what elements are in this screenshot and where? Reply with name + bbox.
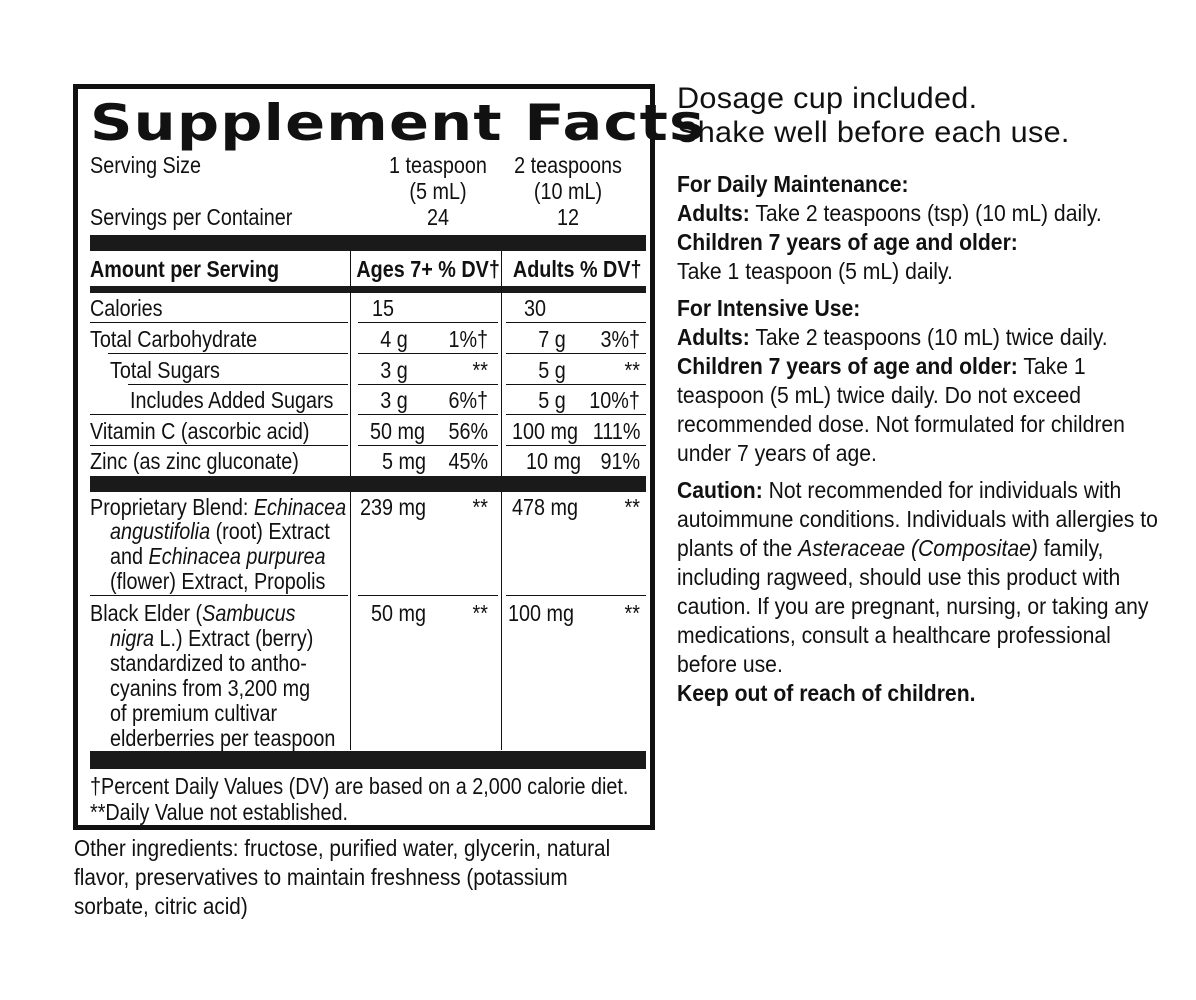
row-rule — [506, 414, 646, 415]
supplement-facts-panel — [73, 84, 706, 830]
blend-line-3 — [110, 543, 326, 569]
intensive-adults-label: Adults: — [677, 324, 750, 350]
row-rule — [90, 414, 348, 415]
col1-header: Ages 7+ % DV† — [356, 256, 500, 282]
col2-header: Adults % DV† — [513, 256, 642, 282]
row-rule — [108, 353, 348, 354]
maintenance-adults-text: Take 2 teaspoons (tsp) (10 mL) daily. — [749, 200, 1102, 226]
maintenance-children-text: Take 1 teaspoon (5 mL) daily. — [677, 258, 953, 284]
row-rule — [358, 595, 498, 596]
caution-text-2: family, including ragweed, should use this product with caution. If you are pregnant, nursing, or taking any medications, consult a healthcare professional before use. — [677, 535, 1149, 677]
row-rule — [90, 322, 348, 323]
thick-divider — [90, 751, 646, 769]
col2-amount: 5 g — [538, 387, 566, 413]
nutrient-label: Zinc (as zinc gluconate) — [90, 448, 299, 474]
blend-species: Echinacea — [253, 494, 347, 520]
nutrient-label: Includes Added Sugars — [130, 387, 334, 413]
col1-dv: ** — [472, 494, 488, 520]
col1-amount: 3 g — [380, 357, 408, 383]
blend-line-4: (flower) Extract, Propolis — [110, 568, 326, 594]
col2-dv: 91% — [600, 448, 640, 474]
blend-species: Echinacea purpurea — [148, 543, 326, 569]
maintenance-adults-label: Adults: — [677, 200, 750, 226]
blend-text: (root) Extract — [210, 518, 330, 544]
blend-text: Proprietary Blend: — [90, 494, 254, 520]
caution-family: Asteraceae (Compositae) — [798, 535, 1038, 561]
dosage-cup-note: Dosage cup included. — [677, 82, 978, 115]
row-rule — [506, 445, 646, 446]
other-ingredients: Other ingredients: fructose, purified water, glycerin, natural flavor, preservatives to maintain freshness (potassium sorbate, citric acid) — [74, 835, 611, 919]
nutrient-label: Total Sugars — [110, 357, 220, 383]
intensive-adults-text: Take 2 teaspoons (10 mL) twice daily. — [749, 324, 1108, 350]
nutrient-label: Vitamin C (ascorbic acid) — [90, 418, 310, 444]
row-rule — [90, 595, 348, 596]
col1-amount: 15 — [372, 295, 395, 321]
maintenance-children-label: Children 7 years of age and older: — [677, 229, 1018, 255]
col2-amount: 30 — [524, 295, 547, 321]
col2-amount: 7 g — [538, 326, 566, 352]
elder-line-5: of premium cultivar — [110, 700, 278, 726]
col1-servings: 24 — [426, 204, 450, 230]
col2-dv: ** — [624, 357, 640, 383]
intensive-block — [677, 294, 1163, 468]
row-rule — [358, 384, 498, 385]
blend-line-2 — [110, 518, 330, 544]
col2-servings: 12 — [556, 204, 580, 230]
col1-amount: 239 mg — [360, 494, 426, 520]
footnote-dv: †Percent Daily Values (DV) are based on a 2,000 calorie diet. — [90, 773, 629, 799]
col1-amount: 50 mg — [370, 418, 425, 444]
row-rule — [506, 595, 646, 596]
col2-amount: 100 mg — [512, 418, 578, 444]
thick-divider — [90, 476, 646, 492]
col1-dv: 1%† — [448, 326, 488, 352]
col1-dv: 6%† — [448, 387, 488, 413]
intensive-heading: For Intensive Use: — [677, 295, 861, 321]
servings-per-container-label: Servings per Container — [90, 204, 293, 230]
col2-dv: ** — [624, 600, 640, 626]
thick-divider — [90, 235, 646, 251]
col1-amount: 5 mg — [382, 448, 426, 474]
row-rule — [90, 445, 348, 446]
row-rule — [506, 353, 646, 354]
col1-amount: 50 mg — [371, 600, 426, 626]
col1-dv: ** — [472, 357, 488, 383]
caution-label: Caution: — [677, 477, 763, 503]
maintenance-block — [677, 170, 1163, 286]
blend-line-1 — [90, 494, 346, 520]
intensive-children-label: Children 7 years of age and older: — [677, 353, 1018, 379]
col2-serving-line2: (10 mL) — [533, 178, 603, 204]
row-rule — [506, 322, 646, 323]
row-rule — [358, 445, 498, 446]
col1-serving-line1: 1 teaspoon — [389, 152, 487, 178]
intensive-children-text: Take 1 teaspoon (5 mL) twice daily. Do not exceed recommended dose. Not formulated for children under 7 years of age. — [677, 353, 1125, 466]
col1-amount: 4 g — [380, 326, 408, 352]
row-rule — [358, 414, 498, 415]
col1-amount: 3 g — [380, 387, 408, 413]
elder-species: nigra — [110, 625, 154, 651]
col2-dv: ** — [624, 494, 640, 520]
row-rule — [506, 384, 646, 385]
footnote-not-established: **Daily Value not established. — [90, 799, 349, 825]
medium-divider — [90, 286, 646, 293]
col1-dv: 45% — [448, 448, 488, 474]
row-rule — [358, 322, 498, 323]
col2-amount: 100 mg — [508, 600, 574, 626]
row-rule — [358, 353, 498, 354]
caution-text: Not recommended for individuals with autoimmune conditions. Individuals with allergies to plants of the — [677, 477, 1158, 561]
col1-dv: 56% — [448, 418, 488, 444]
col2-serving-line1: 2 teaspoons — [514, 152, 622, 178]
col2-amount: 478 mg — [512, 494, 578, 520]
elder-line-6: elderberries per teaspoon — [110, 725, 336, 751]
elder-species: Sambucus — [202, 600, 296, 626]
col2-amount: 5 g — [538, 357, 566, 383]
amount-per-serving-header: Amount per Serving — [90, 256, 280, 282]
col2-dv: 10%† — [589, 387, 640, 413]
row-rule — [128, 384, 348, 385]
keep-out-of-reach: Keep out of reach of children. — [677, 680, 976, 706]
blend-species: angustifolia — [110, 518, 211, 544]
shake-well-note: Shake well before each use. — [677, 116, 1070, 149]
caution-block — [677, 476, 1163, 708]
elder-text: Black Elder ( — [90, 600, 203, 626]
nutrient-label: Total Carbohydrate — [90, 326, 258, 352]
col2-dv: 111% — [592, 418, 640, 444]
elder-line-3: standardized to antho- — [110, 650, 307, 676]
maintenance-heading: For Daily Maintenance: — [677, 171, 909, 197]
col1-dv: ** — [472, 600, 488, 626]
nutrient-label: Calories — [90, 295, 163, 321]
blend-text: and — [110, 543, 149, 569]
panel-title: Supplement Facts — [90, 94, 706, 152]
col1-serving-line2: (5 mL) — [409, 178, 467, 204]
elder-line-1 — [90, 600, 296, 626]
serving-size-label: Serving Size — [90, 152, 202, 178]
col2-dv: 3%† — [600, 326, 640, 352]
col1-rule — [350, 251, 351, 750]
col2-rule — [501, 251, 502, 750]
directions-panel — [677, 82, 1177, 708]
elder-line-2 — [110, 625, 313, 651]
elder-text: L.) Extract (berry) — [153, 625, 314, 651]
col2-amount: 10 mg — [526, 448, 581, 474]
elder-line-4: cyanins from 3,200 mg — [110, 675, 311, 701]
